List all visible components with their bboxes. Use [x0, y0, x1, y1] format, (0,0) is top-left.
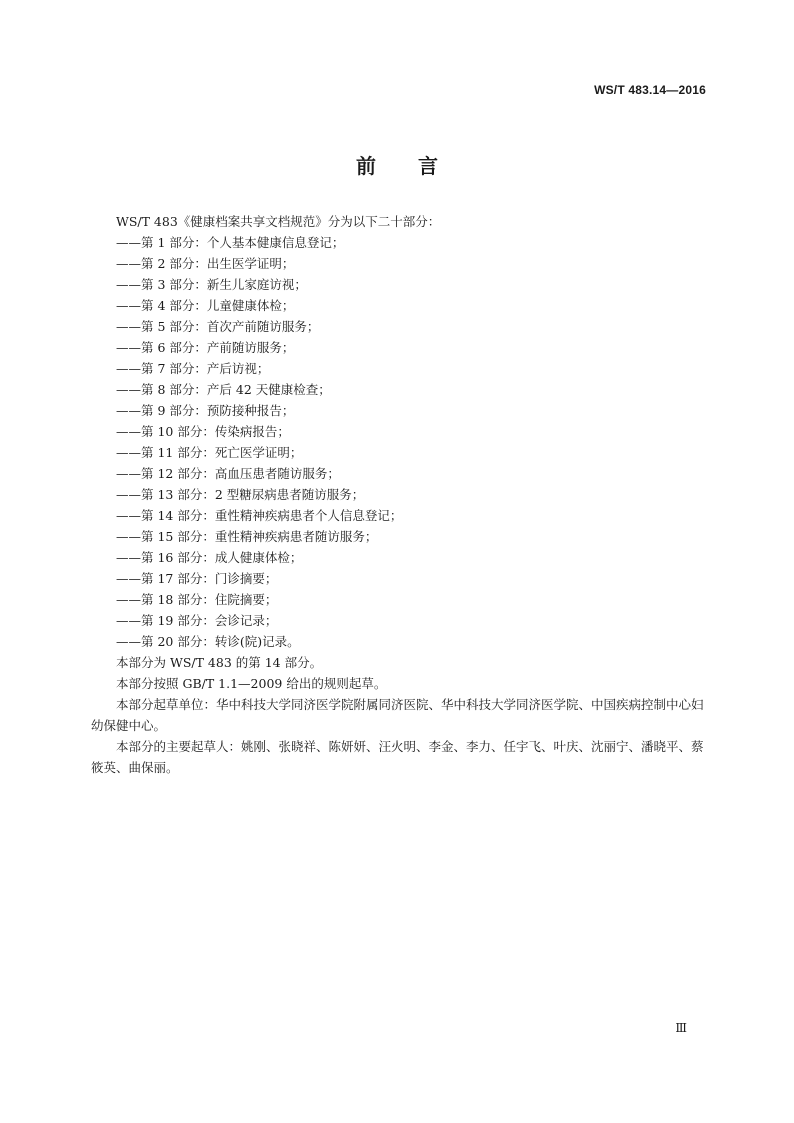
list-item: ——第 9 部分：预防接种报告； [116, 403, 295, 418]
list-item: ——第 20 部分：转诊(院)记录。 [116, 634, 300, 649]
list-item: ——第 3 部分：新生儿家庭访视； [116, 277, 307, 292]
drafters-statement: 本部分的主要起草人：姚刚、张晓祥、陈妍妍、汪火明、李金、李力、任宇飞、叶庆、沈丽宁、潘晓平、蔡筱英、曲保丽。 [91, 739, 704, 775]
standard-code: WS/T 483.14—2016 [594, 83, 706, 97]
drafting-units-statement: 本部分起草单位：华中科技大学同济医学院附属同济医院、华中科技大学同济医学院、中国疾病控制中心妇幼保健中心。 [91, 697, 704, 733]
list-item: ——第 10 部分：传染病报告； [116, 424, 290, 439]
list-item: ——第 18 部分：住院摘要； [116, 592, 278, 607]
list-item: ——第 16 部分：成人健康体检； [116, 550, 303, 565]
list-item: ——第 2 部分：出生医学证明； [116, 256, 295, 271]
intro-paragraph: WS/T 483《健康档案共享文档规范》分为以下二十部分： [116, 214, 441, 229]
list-item: ——第 17 部分：门诊摘要； [116, 571, 278, 586]
page-title: 前言 [356, 154, 480, 178]
list-item: ——第 19 部分：会诊记录； [116, 613, 278, 628]
foreword-body [91, 211, 707, 778]
drafting-rules-statement: 本部分按照 GB/T 1.1—2009 给出的规则起草。 [116, 676, 387, 691]
list-item: ——第 8 部分：产后 42 天健康检查； [116, 382, 331, 397]
list-item: ——第 14 部分：重性精神疾病患者个人信息登记； [116, 508, 403, 523]
page-number: Ⅲ [675, 1021, 687, 1035]
part-of-statement: 本部分为 WS/T 483 的第 14 部分。 [116, 655, 323, 670]
list-item: ——第 11 部分：死亡医学证明； [116, 445, 303, 460]
list-item: ——第 4 部分：儿童健康体检； [116, 298, 295, 313]
list-item: ——第 1 部分：个人基本健康信息登记； [116, 235, 345, 250]
list-item: ——第 5 部分：首次产前随访服务； [116, 319, 320, 334]
list-item: ——第 15 部分：重性精神疾病患者随访服务； [116, 529, 378, 544]
list-item: ——第 6 部分：产前随访服务； [116, 340, 295, 355]
list-item: ——第 7 部分：产后访视； [116, 361, 270, 376]
list-item: ——第 12 部分：高血压患者随访服务； [116, 466, 340, 481]
parts-list [91, 232, 707, 652]
list-item: ——第 13 部分：2 型糖尿病患者随访服务； [116, 487, 365, 502]
